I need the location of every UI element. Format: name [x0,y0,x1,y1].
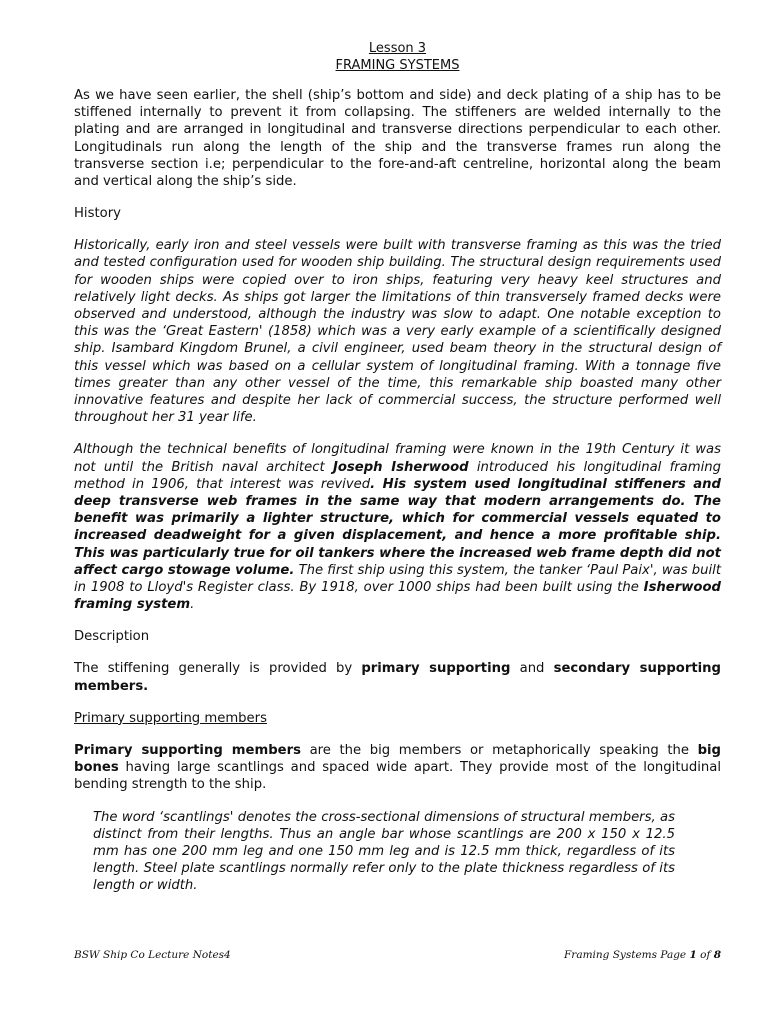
page-footer [74,949,721,965]
scantlings-note: The word ‘scantlings' denotes the cross-sectional dimensions of structural members, as distinct from their lengths. Thus an angle bar whose scantlings are 200 x 150 x 12.5 mm has one 200 mm leg and one 150 mm leg and is 12.5 mm thick, regardless of its length. Steel plate scantlings normally refer only to the plate thickness regardless of its length or width. [93,809,675,894]
footer-text: Framing Systems Page [564,949,690,961]
footer-course: BSW Ship Co Lecture Notes4 [74,949,231,961]
history-text: The first ship using this system, the tanker ‘Paul Paix', was built in 1908 to Lloyd's Register class. By 1918, over 1000 ships had been built using the [74,562,721,596]
primary-text: are the big members or metaphorically speaking the [300,742,698,758]
total-pages: 8 [713,949,721,961]
primary-members-paragraph [74,742,721,794]
description-text: and [510,661,554,677]
history-paragraph-1: Historically, early iron and steel vessels were built with transverse framing as this was the tried and tested configuration used for wooden ship building. The structural design requirements used for wooden ships were copied over to iron ships, featuring very heavy keel structures and relatively light decks. As ships got larger the limitations of thin transversely framed decks were observed and understood, although the industry was slow to adapt. One notable exception to this was the ‘Great Eastern' (1858) which was a very early example of a scientifically designed ship. Isambard Kingdom Brunel, a civil engineer, used beam theory in the structural design of this vessel which was based on a cellular system of longitudinal framing. With a tonnage five times greater than any other vessel of the time, this remarkable ship boasted many other innovative features and despite her lack of commercial success, the structure performed well throughout her 31 year life. [74,238,721,426]
history-text: Although the technical benefits of longitudinal framing were known in the 19th Century it was not until the British naval architect [74,442,721,475]
history-text: . [190,597,195,613]
history-text: . [370,476,376,492]
description-text: The stiffening generally is provided by [74,661,362,677]
history-heading: History [74,206,121,222]
document-page [74,40,721,895]
description-paragraph [74,660,721,694]
lesson-number: Lesson 3 [368,41,427,56]
intro-paragraph: As we have seen earlier, the shell (ship’s bottom and side) and deck plating of a ship has to be stiffened internally to prevent it from collapsing. The stiffeners are welded internally to the plating and are arranged in longitudinal and transverse directions perpendicular to each other. Longitudinals run along the length of the ship and the transverse frames run along the transverse section i.e; perpendicular to the fore-and-aft centreline, horizontal along the beam and vertical along the ship’s side. [74,88,721,190]
description-heading: Description [74,629,150,645]
history-text: introduced his longitudinal framing method in 1906, that interest was revived [74,459,722,492]
primary-term: primary supporting [361,661,511,677]
footer-page-number [564,949,721,961]
isherwood-system: Isherwood framing system [74,580,721,613]
primary-text: having large scantlings and spaced wide apart. They provide most of the longitudinal bending strength to the ship. [74,760,721,793]
lesson-title: FRAMING SYSTEMS [335,58,460,73]
history-bold-text: His system used longitudinal stiffeners and deep transverse web frames in the same way that modern arrangements do. The benefit was primarily a lighter structure, which for commercial vessels equated to increased deadweight for a given displacement, and hence a more profitable ship. This was particularly true for oil tankers where the increased web frame depth did not affect cargo stowage volume. [74,476,721,578]
primary-lead-term: Primary supporting members [74,742,301,758]
secondary-term: secondary supporting members. [74,661,721,694]
primary-members-heading: Primary supporting members [74,710,267,726]
history-paragraph-2 [74,441,721,613]
isherwood-name: Joseph Isherwood [332,459,469,475]
footer-text: of [696,949,714,961]
big-bones-term: big bones [74,742,721,776]
current-page: 1 [689,949,697,961]
